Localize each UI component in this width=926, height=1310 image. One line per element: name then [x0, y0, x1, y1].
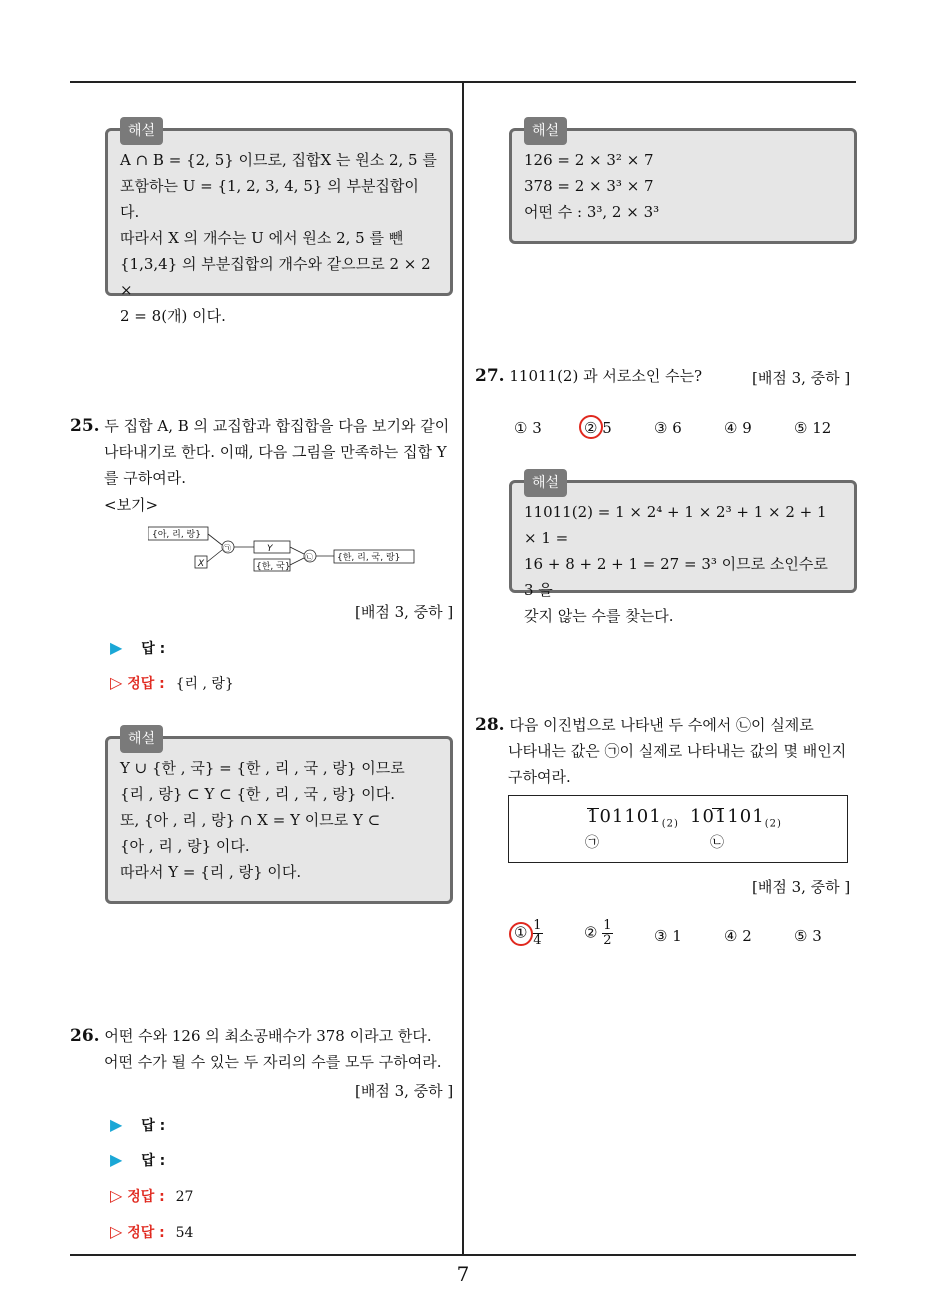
choice-4[interactable]: [724, 927, 752, 945]
digit-overline: [712, 808, 724, 809]
choice-number: ⑤: [794, 927, 808, 945]
solution-line: A ∩ B = {2, 5} 이므로, 집합X 는 원소 2, 5 를: [120, 151, 437, 169]
score-label: [배점 3, 중하 ]: [355, 603, 454, 621]
choice-value: 1: [672, 927, 682, 945]
choice-3[interactable]: ③ 6: [654, 419, 682, 437]
question-number: 27.: [475, 366, 505, 386]
base-subscript: (2): [764, 818, 782, 830]
correct-answer-row: [110, 1222, 193, 1242]
diagram-line: [208, 534, 222, 545]
diagram-line: [290, 547, 304, 554]
digit-overline: [587, 808, 599, 809]
answer-label: 답 :: [141, 1118, 166, 1134]
play-arrow-icon: ▶: [110, 1150, 123, 1169]
choice-number: ①: [514, 923, 528, 942]
solution-line: 16 + 8 + 2 + 1 = 27 = 3³ 이므로 소인수로 3 을: [524, 555, 828, 599]
score-label: [배점 3, 중하 ]: [355, 1082, 454, 1100]
numerator: 1: [603, 918, 612, 933]
example-label: <보기>: [104, 496, 159, 514]
diagram-line: [290, 558, 304, 565]
footer-rule: [70, 1254, 856, 1256]
question-text: 11011(2) 과 서로소인 수는?: [509, 367, 703, 385]
choice-number: ③: [654, 927, 668, 945]
question-28: [475, 712, 860, 738]
question-text: 어떤 수가 될 수 있는 두 자리의 수를 모두 구하여라.: [104, 1053, 442, 1071]
diagram-label: {아, 리, 랑}: [152, 530, 201, 540]
solution-line: 2 = 8(개) 이다.: [120, 307, 226, 325]
hollow-arrow-icon: ▷: [110, 673, 123, 692]
choice-4[interactable]: ④ 9: [724, 419, 752, 437]
fraction: [602, 919, 612, 948]
question-text: 다음 이진법으로 나타낸 두 수에서 ㉡이 실제로: [509, 716, 814, 734]
solution-line: 갖지 않는 수를 찾는다.: [524, 607, 674, 625]
mark-label: ㉠: [585, 835, 599, 851]
hollow-arrow-icon: ▷: [110, 1186, 123, 1205]
denominator: 2: [603, 933, 612, 948]
solution-line: 포함하는 U = {1, 2, 3, 4, 5} 의 부분집합이다.: [120, 177, 419, 221]
score-label: [배점 3, 중하 ]: [752, 878, 851, 896]
solution-box-24: [105, 123, 453, 325]
answer-label: 답 :: [141, 1153, 166, 1169]
choice-number: ②: [584, 923, 598, 942]
selected-answer-mark: [579, 415, 603, 439]
choice-3[interactable]: [654, 927, 682, 945]
denominator: 4: [533, 933, 542, 948]
numerator: 1: [533, 918, 542, 933]
question-27: [475, 363, 702, 389]
answer-label: 답 :: [141, 641, 166, 657]
solution-box-27: [509, 475, 857, 625]
question-text: 를 구하여라.: [104, 469, 186, 487]
question-number: 26.: [70, 1026, 100, 1046]
solution-tag: 해설: [120, 117, 163, 145]
binary-number-2: [690, 806, 782, 830]
selected-answer-mark: [509, 922, 533, 946]
page-number: 7: [456, 1262, 470, 1286]
diagram-label: {한, 리, 국, 랑}: [337, 553, 401, 563]
answer-row: [110, 1150, 165, 1170]
correct-label: 정답 :: [127, 1225, 165, 1241]
set-operation-diagram: [148, 525, 418, 580]
correct-value: 27: [175, 1189, 194, 1205]
question-number: 25.: [70, 416, 100, 436]
solution-box-top-right: [509, 123, 857, 244]
correct-label: 정답 :: [127, 676, 165, 692]
solution-line: {리 , 랑} ⊂ Y ⊂ {한 , 리 , 국 , 랑} 이다.: [120, 785, 395, 803]
binary-number-1: [587, 806, 679, 830]
question-number: 28.: [475, 715, 505, 735]
solution-tag: 해설: [524, 469, 567, 497]
base-subscript: (2): [661, 818, 679, 830]
diagram-operator-label: ㉡: [305, 553, 313, 562]
question-text: 두 집합 A, B 의 교집합과 합집합을 다음 보기와 같이: [104, 417, 450, 435]
question-text: 구하여라.: [508, 768, 571, 786]
fraction: [532, 919, 542, 948]
choice-value: 3: [812, 927, 822, 945]
question-26: [70, 1023, 455, 1049]
correct-label: 정답 :: [127, 1189, 165, 1205]
question-text: 나타내는 값은 ㉠이 실제로 나타내는 값의 몇 배인지: [508, 742, 847, 760]
diagram-label: Y: [267, 544, 273, 554]
diagram-line: [207, 550, 222, 562]
diagram-label: X: [198, 559, 205, 569]
question-text: 어떤 수와 126 의 최소공배수가 378 이라고 한다.: [104, 1027, 432, 1045]
binary-numbers-box: [508, 795, 848, 863]
diagram-label: {한, 국}: [256, 562, 291, 572]
solution-line: 따라서 Y = {리 , 랑} 이다.: [120, 863, 302, 881]
solution-tag: 해설: [524, 117, 567, 145]
solution-tag: 해설: [120, 725, 163, 753]
mark-label: ㉡: [710, 835, 724, 851]
binary-digits: 101101: [690, 806, 765, 827]
column-divider: [462, 82, 464, 1255]
correct-answer-row: [110, 673, 234, 693]
score-label: [배점 3, 중하 ]: [752, 369, 851, 387]
choice-1[interactable]: ① 3: [514, 419, 542, 437]
solution-line: 126 = 2 × 3² × 7: [524, 151, 654, 169]
correct-value: {리 , 랑}: [175, 676, 234, 692]
correct-answer-row: [110, 1186, 193, 1206]
choice-number: ④: [724, 927, 738, 945]
answer-row: [110, 638, 165, 658]
choice-5[interactable]: [794, 927, 822, 945]
solution-box-25: [105, 731, 453, 904]
binary-digits: 101101: [587, 806, 662, 827]
correct-value: 54: [175, 1225, 194, 1241]
play-arrow-icon: ▶: [110, 638, 123, 657]
solution-line: 또, {아 , 리 , 랑} ∩ X = Y 이므로 Y ⊂: [120, 811, 381, 829]
solution-line: Y ∪ {한 , 국} = {한 , 리 , 국 , 랑} 이므로: [120, 759, 405, 777]
answer-row: [110, 1115, 165, 1135]
solution-line: 따라서 X 의 개수는 U 에서 원소 2, 5 를 뺀: [120, 229, 404, 247]
solution-line: 어떤 수 : 3³, 2 × 3³: [524, 203, 660, 221]
choice-value: 2: [742, 927, 752, 945]
solution-line: 11011(2) = 1 × 2⁴ + 1 × 2³ + 1 × 2 + 1 × 1 =: [524, 503, 827, 547]
solution-line: 378 = 2 × 3³ × 7: [524, 177, 654, 195]
solution-line: {1,3,4} 의 부분집합의 개수와 같으므로 2 × 2 ×: [120, 255, 431, 299]
choice-2[interactable]: ② 5: [584, 419, 612, 437]
play-arrow-icon: ▶: [110, 1115, 123, 1134]
question-text: 나타내기로 한다. 이때, 다음 그림을 만족하는 집합 Y: [104, 443, 447, 461]
question-25: [70, 413, 455, 439]
diagram-operator-label: ㉠: [223, 544, 231, 553]
choice-5[interactable]: ⑤ 12: [794, 419, 832, 437]
solution-line: {아 , 리 , 랑} 이다.: [120, 837, 250, 855]
choice-2[interactable]: [584, 919, 613, 948]
hollow-arrow-icon: ▷: [110, 1222, 123, 1241]
